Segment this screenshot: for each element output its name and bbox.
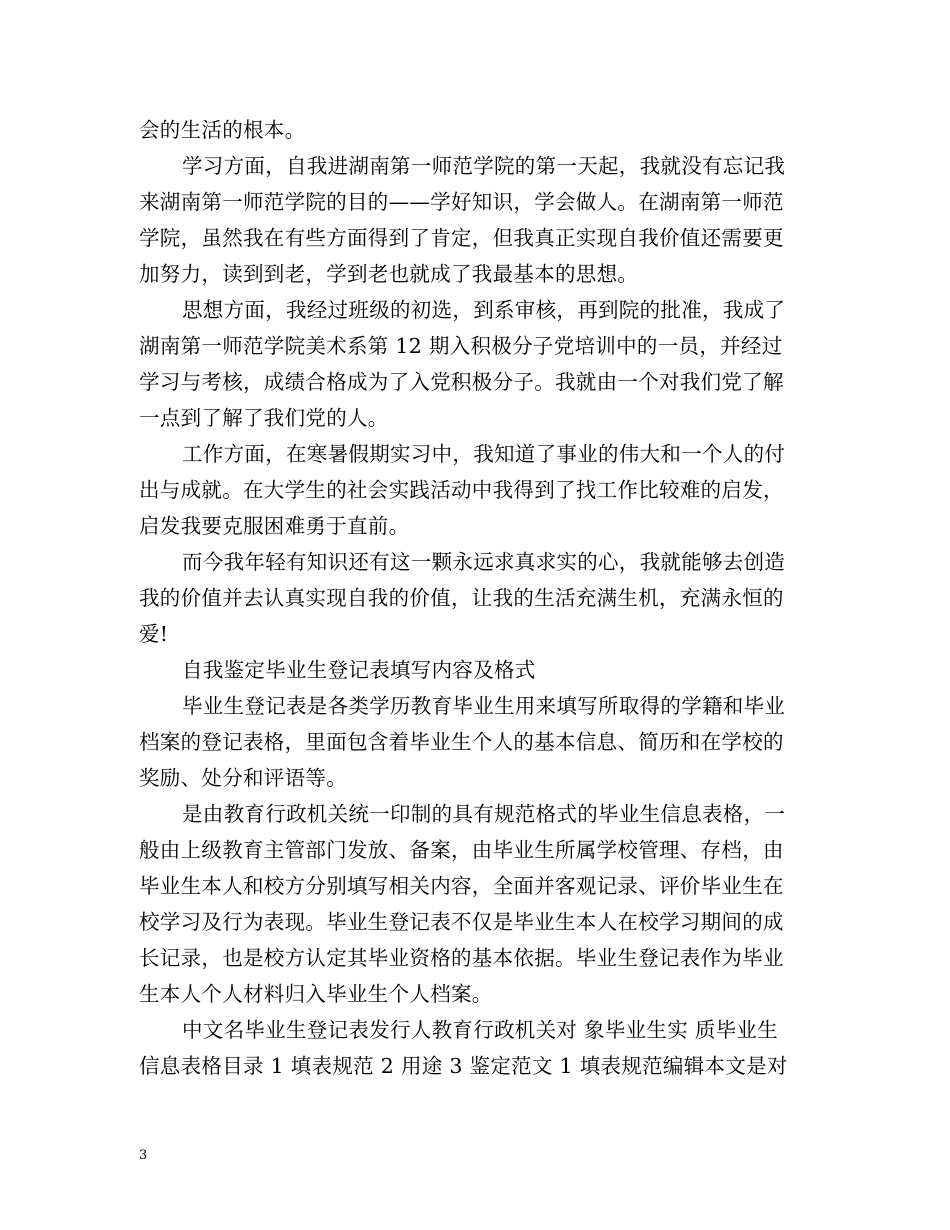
text-line: 启发我要克服困难勇于直前。 [139,514,410,538]
text-line: 信息表格目录 1 填表规范 2 用途 3 鉴定范文 1 填表规范编辑本文是对 [139,1054,788,1078]
text-line: 会的生活的根本。 [139,118,306,142]
text-line: 毕业生本人和校方分别填写相关内容，全面并客观记录、评价毕业生在 [139,874,784,898]
text-line: 来湖南第一师范学院的目的——学好知识，学会做人。在湖南第一师范 [139,190,784,214]
text-line: 中文名毕业生登记表发行人教育行政机关对 象毕业生实 质毕业生 [182,1018,779,1042]
page-number: 3 [139,1148,148,1163]
text-line: 学院，虽然我在有些方面得到了肯定，但我真正实现自我价值还需要更 [139,226,784,250]
text-line: 校学习及行为表现。毕业生登记表不仅是毕业生本人在校学习期间的成 [139,910,784,934]
text-line: 而今我年轻有知识还有这一颗永远求真求实的心，我就能够去创造 [182,550,786,574]
text-line: 自我鉴定毕业生登记表填写内容及格式 [182,658,536,682]
text-line: 我的价值并去认真实现自我的价值，让我的生活充满生机，充满永恒的 [139,586,784,610]
text-line: 思想方面，我经过班级的初选，到系审核，再到院的批准，我成了 [182,298,786,322]
text-line: 学习方面，自我进湖南第一师范学院的第一天起，我就没有忘记我 [182,154,786,178]
document-body [139,112,813,1084]
text-line: 加努力，读到到老，学到老也就成了我最基本的思想。 [139,262,639,286]
text-line: 湖南第一师范学院美术系第 12 期入积极分子党培训中的一员，并经过 [139,334,783,358]
text-line: 般由上级教育主管部门发放、备案，由毕业生所属学校管理、存档，由 [139,838,784,862]
text-line: 一点到了解了我们党的人。 [139,406,389,430]
text-line: 工作方面，在寒暑假期实习中，我知道了事业的伟大和一个人的付 [182,442,786,466]
text-line: 出与成就。在大学生的社会实践活动中我得到了找工作比较难的启发， [139,478,784,502]
text-line: 爱! [139,622,169,646]
text-line: 长记录，也是校方认定其毕业资格的基本依据。毕业生登记表作为毕业 [139,946,784,970]
text-line: 毕业生登记表是各类学历教育毕业生用来填写所取得的学籍和毕业 [182,694,786,718]
text-line: 档案的登记表格，里面包含着毕业生个人的基本信息、简历和在学校的 [139,730,784,754]
text-line: 是由教育行政机关统一印制的具有规范格式的毕业生信息表格，一 [182,802,786,826]
text-line: 学习与考核，成绩合格成为了入党积极分子。我就由一个对我们党了解 [139,370,784,394]
text-line: 生本人个人材料归入毕业生个人档案。 [139,982,493,1006]
text-line: 奖励、处分和评语等。 [139,766,347,790]
